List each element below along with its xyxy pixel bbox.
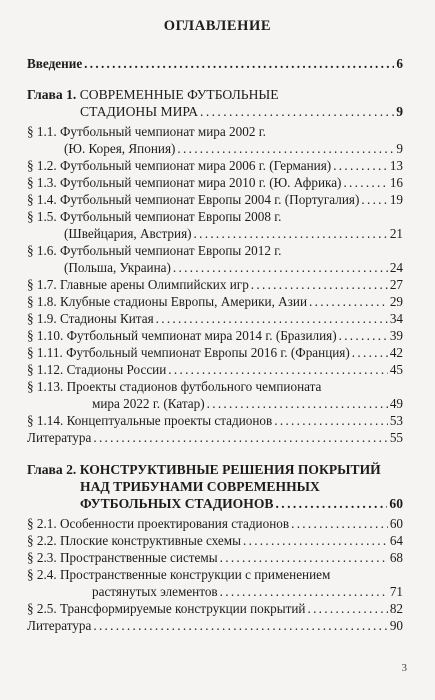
toc-entry-1-13-cont[interactable] [92, 396, 403, 412]
toc-entry-label: § 1.9. Стадионы Китая [27, 311, 154, 326]
toc-entry-label: Литература [27, 430, 92, 445]
page-number: 3 [401, 662, 407, 674]
dot-leader [220, 550, 388, 566]
toc-entry-1-1[interactable] [27, 124, 266, 140]
toc-entry-label: § 2.4. Пространственные конструкции с применением [27, 567, 331, 582]
toc-entry-page: 34 [389, 311, 403, 326]
dot-leader [156, 311, 388, 327]
toc-entry-1-2[interactable] [27, 158, 403, 174]
toc-entry-label: (Швейцария, Австрия) [64, 226, 192, 241]
toc-entry-2-2[interactable] [27, 533, 403, 549]
toc-entry-2-4[interactable] [27, 567, 330, 583]
toc-entry-page: 9 [396, 141, 403, 156]
chapter1-heading-line2[interactable] [80, 104, 403, 120]
dot-leader [207, 396, 388, 412]
toc-entry-page: 53 [389, 413, 403, 428]
toc-entry-label: растянутых элементов [92, 584, 218, 599]
toc-entry-label: § 2.1. Особенности проектирования стадионов [27, 516, 290, 531]
dot-leader [194, 226, 388, 242]
toc-entry-page: 64 [389, 533, 403, 548]
toc-entry-1-5-cont[interactable] [64, 226, 403, 242]
toc-entry-label: § 1.8. Клубные стадионы Европы, Америки, Азии [27, 294, 308, 309]
dot-leader [352, 345, 388, 361]
toc-entry-1-6-cont[interactable] [64, 260, 403, 276]
toc-entry-label: (Польша, Украина) [64, 260, 171, 275]
dot-leader [339, 328, 388, 344]
dot-leader [361, 192, 387, 208]
chapter2-title-line3: ФУТБОЛЬНЫХ СТАДИОНОВ [80, 496, 274, 511]
dot-leader [84, 56, 394, 72]
dot-leader [333, 158, 388, 174]
dot-leader [93, 430, 387, 446]
dot-leader [309, 294, 388, 310]
toc-entry-literature-2[interactable] [27, 618, 403, 634]
toc-entry-label: Литература [27, 618, 92, 633]
toc-entry-label: (Ю. Корея, Япония) [64, 141, 176, 156]
toc-entry-page: 90 [389, 618, 403, 633]
toc-entry-label: § 1.10. Футбольный чемпионат мира 2014 г. (Бразилия) [27, 328, 337, 343]
toc-entry-label: § 1.6. Футбольный чемпионат Европы 2012 г. [27, 243, 282, 258]
toc-entry-2-4-cont[interactable] [92, 584, 403, 600]
toc-entry-page: 24 [389, 260, 403, 275]
toc-entry-label: § 1.7. Главные арены Олимпийских игр [27, 277, 249, 292]
toc-entry-page: 39 [389, 328, 403, 343]
toc-entry-page: 49 [389, 396, 403, 411]
toc-entry-label: § 1.3. Футбольный чемпионат мира 2010 г. (Ю. Африка) [27, 175, 342, 190]
toc-entry-1-5[interactable] [27, 209, 281, 225]
toc-entry-label: § 1.14. Концептуальные проекты стадионов [27, 413, 273, 428]
toc-entry-1-1-cont[interactable] [64, 141, 403, 157]
dot-leader [307, 601, 387, 617]
chapter2-heading-line3[interactable] [80, 496, 403, 512]
toc-entry-1-10[interactable] [27, 328, 403, 344]
toc-intro-page: 6 [396, 56, 403, 71]
toc-entry-page: 13 [389, 158, 403, 173]
toc-entry-2-5[interactable] [27, 601, 403, 617]
chapter1-title-line2: СТАДИОНЫ МИРА [80, 104, 199, 119]
dot-leader [243, 533, 388, 549]
dot-leader [291, 516, 388, 532]
toc-entry-label: § 1.11. Футбольный чемпионат Европы 2016 г. (Франция) [27, 345, 350, 360]
toc-intro-label: Введение [27, 56, 83, 71]
toc-entry-label: § 2.2. Плоские конструктивные схемы [27, 533, 241, 548]
toc-entry-page: 27 [389, 277, 403, 292]
chapter2-title-line2: НАД ТРИБУНАМИ СОВРЕМЕННЫХ [80, 479, 320, 494]
chapter2-heading-line2 [80, 479, 320, 495]
toc-entry-page: 42 [389, 345, 403, 360]
toc-entry-page: 68 [389, 550, 403, 565]
toc-entry-1-9[interactable] [27, 311, 403, 327]
toc-entry-page: 21 [389, 226, 403, 241]
toc-entry-1-13[interactable] [27, 379, 321, 395]
dot-leader [251, 277, 388, 293]
toc-entry-1-6[interactable] [27, 243, 281, 259]
page-title: ОГЛАВЛЕНИЕ [163, 18, 272, 34]
dot-leader [173, 260, 388, 276]
toc-entry-label: § 1.12. Стадионы России [27, 362, 167, 377]
chapter1-heading-line1[interactable] [27, 87, 279, 103]
toc-entry-page: 60 [389, 516, 403, 531]
dot-leader [200, 104, 394, 120]
toc-entry-2-3[interactable] [27, 550, 403, 566]
toc-entry-label: § 1.2. Футбольный чемпионат мира 2006 г. (Германия) [27, 158, 332, 173]
chapter1-title-line1: СОВРЕМЕННЫЕ ФУТБОЛЬНЫЕ [79, 87, 279, 102]
toc-entry-page: 19 [389, 192, 403, 207]
chapter2-title-line1: КОНСТРУКТИВНЫЕ РЕШЕНИЯ ПОКРЫТИЙ [79, 462, 381, 477]
toc-entry-page: 16 [389, 175, 403, 190]
dot-leader [168, 362, 388, 378]
chapter1-page: 9 [396, 104, 403, 119]
dot-leader [93, 618, 387, 634]
toc-entry-1-4[interactable] [27, 192, 403, 208]
toc-entry-1-8[interactable] [27, 294, 403, 310]
toc-entry-1-7[interactable] [27, 277, 403, 293]
toc-entry-label: § 1.5. Футбольный чемпионат Европы 2008 г. [27, 209, 282, 224]
chapter2-heading-line1[interactable] [27, 462, 381, 478]
dot-leader [275, 496, 387, 512]
toc-entry-label: § 2.5. Трансформируемые конструкции покрытий [27, 601, 306, 616]
toc-intro[interactable] [27, 56, 403, 72]
dot-leader [343, 175, 387, 191]
toc-entry-label: § 1.13. Проекты стадионов футбольного чемпионата [27, 379, 322, 394]
toc-entry-2-1[interactable] [27, 516, 403, 532]
toc-entry-1-3[interactable] [27, 175, 403, 191]
toc-entry-label: § 2.3. Пространственные системы [27, 550, 218, 565]
dot-leader [274, 413, 388, 429]
toc-entry-1-11[interactable] [27, 345, 403, 361]
toc-entry-page: 55 [389, 430, 403, 445]
dot-leader [220, 584, 388, 600]
chapter2-page: 60 [389, 496, 403, 511]
toc-entry-1-14[interactable] [27, 413, 403, 429]
toc-entry-page: 82 [389, 601, 403, 616]
toc-entry-literature-1[interactable] [27, 430, 403, 446]
chapter1-label: Глава 1. [27, 87, 77, 102]
toc-entry-label: § 1.1. Футбольный чемпионат мира 2002 г. [27, 124, 266, 139]
toc-entry-1-12[interactable] [27, 362, 403, 378]
toc-entry-page: 71 [389, 584, 403, 599]
dot-leader [177, 141, 394, 157]
toc-entry-page: 29 [389, 294, 403, 309]
toc-entry-label: мира 2022 г. (Катар) [92, 396, 205, 411]
chapter2-label: Глава 2. [27, 462, 77, 477]
toc-entry-page: 45 [389, 362, 403, 377]
toc-entry-label: § 1.4. Футбольный чемпионат Европы 2004 г. (Португалия) [27, 192, 360, 207]
